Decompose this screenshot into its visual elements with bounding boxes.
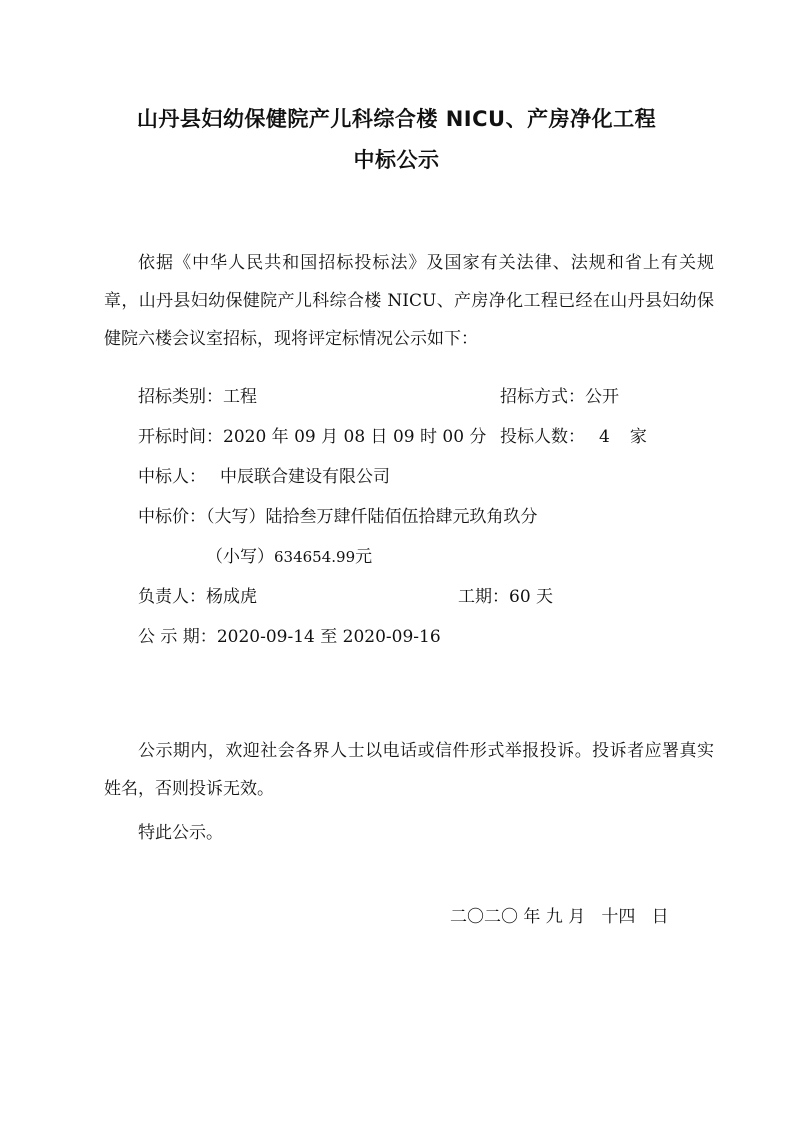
- title-line-1: 山丹县妇幼保健院产儿科综合楼 NICU、产房净化工程: [136, 107, 657, 131]
- winner-field: [138, 462, 390, 487]
- manager-label: 负责人：: [138, 587, 206, 607]
- method-field: [500, 382, 619, 407]
- price-lower-unit: 元: [355, 547, 373, 567]
- manager-field: [138, 582, 257, 607]
- category-label: 招标类别：: [138, 387, 223, 407]
- period-field: [138, 622, 441, 647]
- price-lower-prefix: （小写）: [206, 547, 274, 567]
- closing-text: 特此公示。: [138, 823, 223, 843]
- open-time-field: [138, 422, 486, 447]
- price-upper-value: 陆拾叁万肆仟陆佰伍拾肆元玖角玖分: [265, 507, 538, 527]
- title-line-2: 中标公示: [353, 148, 440, 172]
- category-value: 工程: [223, 387, 257, 407]
- period-value: 2020-09-14 至 2020-09-16: [216, 627, 441, 647]
- period-label: 公 示 期：: [138, 627, 217, 647]
- category-field: [138, 382, 257, 407]
- method-value: 公开: [585, 387, 619, 407]
- price-lower-field: [206, 542, 372, 567]
- manager-value: 杨成虎: [206, 587, 257, 607]
- method-label: 招标方式：: [500, 387, 585, 407]
- duration-field: [458, 582, 553, 607]
- bidders-value: 4: [599, 427, 610, 447]
- price-upper-field: [138, 502, 538, 527]
- price-upper-prefix: （大写）: [206, 507, 266, 527]
- open-time-value: 2020 年 09 月 08 日 09 时 00 分: [223, 427, 487, 447]
- intro-paragraph: 依据《中华人民共和国招标投标法》及国家有关法律、法规和省上有关规章，山丹县妇幼保健院产儿科综合楼 NICU、产房净化工程已经在山丹县妇幼保健院六楼会议室招标，现将评定标情况公示如下：: [104, 253, 714, 349]
- open-time-label: 开标时间：: [138, 427, 223, 447]
- duration-label: 工期：: [458, 587, 509, 607]
- bidders-unit: 家: [629, 427, 647, 447]
- price-lower-amount: 634654.99: [274, 548, 356, 566]
- winner-label: 中标人：: [138, 467, 206, 487]
- bidders-label: 投标人数：: [500, 427, 585, 447]
- bidders-field: [500, 422, 647, 447]
- winner-value: 中辰联合建设有限公司: [220, 467, 390, 487]
- document-date: 二〇二〇 年 九 月 十四 日: [450, 907, 669, 927]
- complaint-paragraph: 公示期内，欢迎社会各界人士以电话或信件形式举报投诉。投诉者应署真实姓名，否则投诉无效。: [104, 741, 714, 799]
- duration-value: 60 天: [509, 587, 554, 607]
- price-label: 中标价：: [138, 507, 206, 527]
